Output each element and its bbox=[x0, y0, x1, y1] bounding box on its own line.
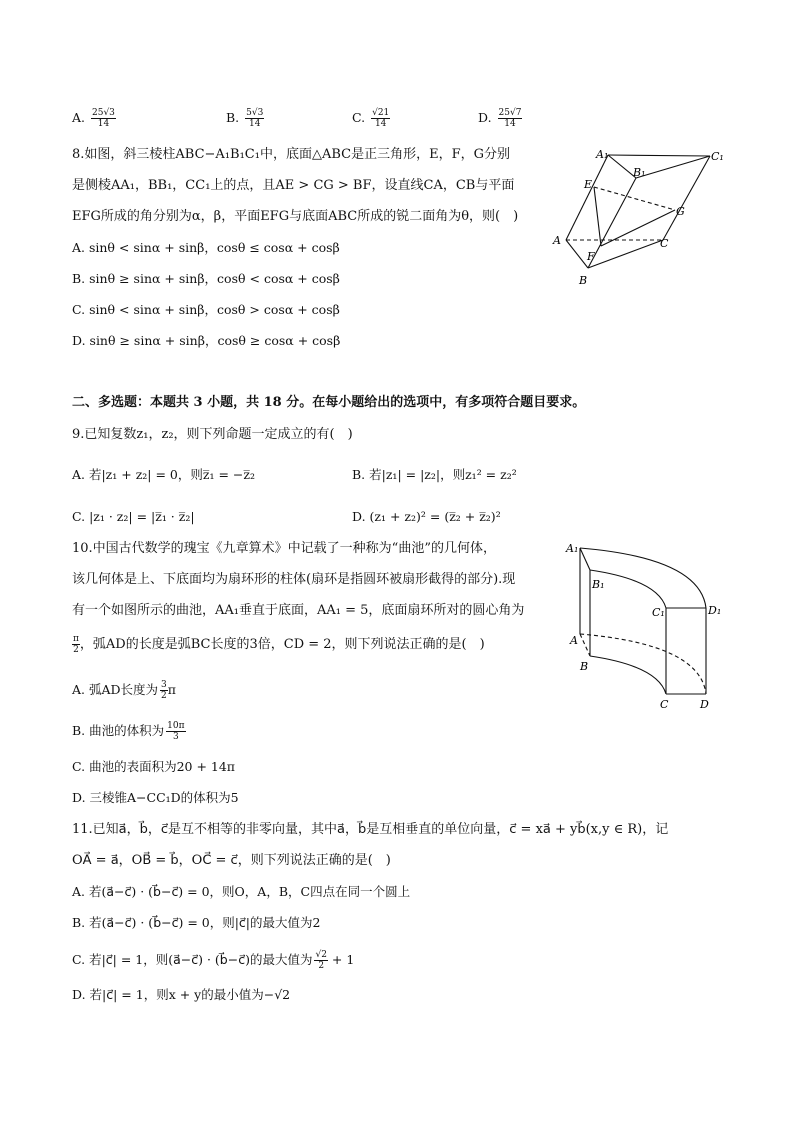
q10-stem-line4: $\frac{\pi}{2}$ ，弧AD的长度是弧BC长度的3倍，CD = 2，则下列说法正确的是( ) bbox=[73, 634, 485, 655]
q10-option-a: A. 弧AD长度为 $\frac{3}{2}$ π bbox=[72, 680, 176, 701]
q10-quchi-figure bbox=[560, 536, 730, 714]
q10-option-b: B. 曲池的体积为 $\frac{10\pi}{3}$ bbox=[72, 721, 185, 742]
q10-label-a: A bbox=[570, 634, 578, 647]
q10-label-d: D bbox=[700, 698, 709, 711]
q10-stem-line2: 该几何体是上、下底面均为扇环形的柱体(扇环是指圆环被扇形截得的部分).现 bbox=[72, 572, 516, 587]
q8-label-c: C bbox=[660, 237, 669, 250]
q8-label-b: B bbox=[579, 274, 588, 287]
q11-option-c: C. 若|c⃗| = 1，则(a⃗−c⃗) · (b⃗−c⃗)的最大值为 $\frac{√2}{2}$ + 1 bbox=[72, 950, 355, 971]
q7-option-d: D. $\frac{25√7}{14}$ bbox=[478, 108, 522, 129]
q9-option-c: C. |z₁ · z₂| = |z̅₁ · z̅₂| bbox=[72, 509, 195, 524]
q7-option-a: A. $\frac{25√3}{14}$ bbox=[72, 108, 115, 129]
q8-label-c1: C₁ bbox=[711, 150, 724, 163]
q8-stem-line3: EFG所成的角分别为α，β，平面EFG与底面ABC所成的锐二面角为θ，则( ) bbox=[72, 209, 519, 224]
q10-label-b: B bbox=[580, 660, 589, 673]
q10-stem-line1: 10.中国古代数学的瑰宝《九章算术》中记载了一种称为“曲池”的几何体， bbox=[72, 541, 496, 556]
q8-label-f: F bbox=[587, 250, 595, 263]
q9-stem: 9.已知复数z₁，z₂，则下列命题一定成立的有( ) bbox=[72, 427, 353, 442]
section-multiple-choice-header: 二、多选题：本题共 3 小题，共 18 分。在每小题给出的选项中，有多项符合题目要求。 bbox=[72, 395, 586, 410]
q10-label-c1: C₁ bbox=[652, 606, 665, 619]
q8-stem-line2: 是侧棱AA₁，BB₁，CC₁上的点，且AE > CG > BF，设直线CA，CB与平面 bbox=[72, 178, 515, 193]
q8-option-a: A. sinθ < sinα + sinβ，cosθ ≤ cosα + cosβ bbox=[72, 240, 340, 255]
q11-option-a: A. 若(a⃗−c⃗) · (b⃗−c⃗) = 0，则O，A，B，C四点在同一个圆上 bbox=[72, 884, 411, 899]
q10-option-d: D. 三棱锥A−CC₁D的体积为5 bbox=[72, 790, 239, 805]
q10-label-d1: D₁ bbox=[708, 604, 722, 617]
q9-option-b: B. 若|z₁| = |z₂|，则z₁² = z₂² bbox=[352, 467, 517, 482]
q10-stem-line3: 有一个如图所示的曲池，AA₁垂直于底面，AA₁ = 5，底面扇环所对的圆心角为 bbox=[72, 603, 525, 618]
q10-label-b1: B₁ bbox=[592, 578, 605, 591]
q8-prism-figure bbox=[548, 144, 728, 290]
q10-label-c: C bbox=[660, 698, 669, 711]
q9-option-d: D. (z₁ + z₂)² = (z̅₂ + z̅₂)² bbox=[352, 509, 501, 524]
q11-option-b: B. 若(a⃗−c⃗) · (b⃗−c⃗) = 0，则|c⃗|的最大值为2 bbox=[72, 915, 321, 930]
q9-option-a: A. 若|z₁ + z₂| = 0，则z̅₁ = −z̅₂ bbox=[72, 467, 255, 482]
q8-label-e: E bbox=[584, 178, 593, 191]
q8-label-a: A bbox=[553, 234, 561, 247]
q8-label-g: G bbox=[676, 205, 685, 218]
q8-label-b1: B₁ bbox=[633, 166, 646, 179]
q8-stem-line1: 8.如图，斜三棱柱ABC−A₁B₁C₁中，底面△ABC是正三角形，E，F，G分别 bbox=[72, 147, 510, 162]
q8-label-a1: A₁ bbox=[596, 148, 609, 161]
q7-option-c: C. $\frac{√21}{14}$ bbox=[352, 108, 390, 129]
q8-option-b: B. sinθ ≥ sinα + sinβ，cosθ < cosα + cosβ bbox=[72, 271, 340, 286]
q8-option-d: D. sinθ ≥ sinα + sinβ，cosθ ≥ cosα + cosβ bbox=[72, 333, 341, 348]
q10-option-c: C. 曲池的表面积为20 + 14π bbox=[72, 759, 236, 774]
q10-label-a1: A₁ bbox=[566, 542, 579, 555]
q11-stem-line1: 11.已知a⃗，b⃗，c⃗是互不相等的非零向量，其中a⃗，b⃗是互相垂直的单位向量，c⃗ = xa⃗ + yb⃗(x,y ∈ R)，记 bbox=[72, 822, 669, 837]
q11-stem-line2: OA⃗ = a⃗，OB⃗ = b⃗，OC⃗ = c⃗，则下列说法正确的是( ) bbox=[72, 853, 391, 868]
q8-option-c: C. sinθ < sinα + sinβ，cosθ > cosα + cosβ bbox=[72, 302, 340, 317]
q11-option-d: D. 若|c⃗| = 1，则x + y的最小值为−√2 bbox=[72, 987, 291, 1002]
q7-option-b: B. $\frac{5√3}{14}$ bbox=[226, 108, 264, 129]
